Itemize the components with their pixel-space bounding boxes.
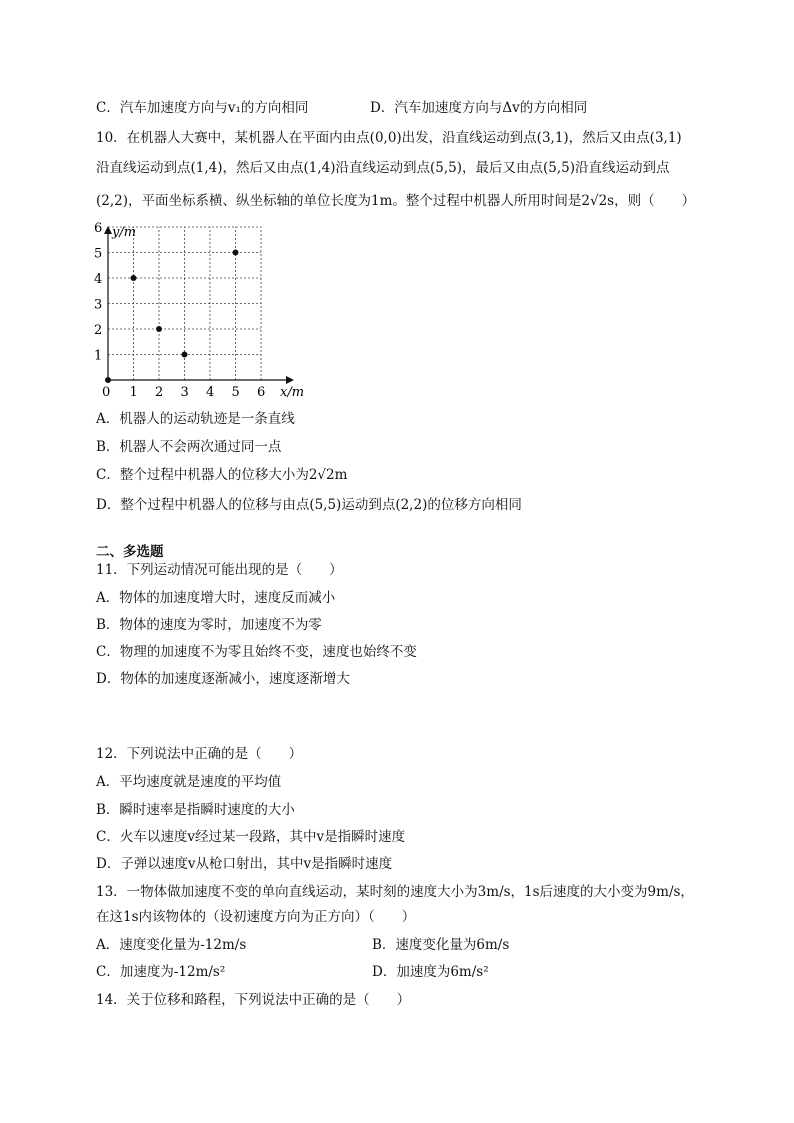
q10-option-b: B．机器人不会两次通过同一点 (96, 439, 282, 455)
q11-stem: 11．下列运动情况可能出现的是（ ） (96, 562, 343, 578)
y-tick-label: 5 (94, 246, 103, 262)
q13-option-c: C．加速度为-12m/s² (96, 964, 226, 980)
q12-option-b: B．瞬时速率是指瞬时速度的大小 (96, 802, 295, 818)
y-axis-label: y/m (112, 225, 137, 240)
q13-option-b: B．速度变化量为6m/s (372, 937, 510, 953)
x-tick-label: 5 (231, 385, 240, 400)
origin-label: 0 (102, 385, 111, 400)
graph-point (156, 326, 162, 332)
graph-point (233, 250, 239, 256)
coordinate-graph (88, 222, 318, 402)
y-tick-label: 6 (94, 222, 103, 236)
q11-option-c: C．物理的加速度不为零且始终不变，速度也始终不变 (96, 644, 417, 660)
q10-option-a: A．机器人的运动轨迹是一条直线 (96, 411, 295, 427)
q10-option-c: C．整个过程中机器人的位移大小为2√2m (96, 467, 348, 483)
q9-option-d: D．汽车加速度方向与Δv的方向相同 (370, 100, 588, 116)
x-tick-label: 1 (129, 385, 138, 400)
x-tick-label: 3 (180, 385, 189, 400)
q13-option-d: D．加速度为6m/s² (372, 964, 489, 980)
q12-option-a: A．平均速度就是速度的平均值 (96, 774, 282, 790)
graph-point (182, 352, 188, 358)
q10-stem-line3: (2,2)，平面坐标系横、纵坐标轴的单位长度为1m。整个过程中机器人所用时间是2√2s，则（ ） (96, 193, 696, 209)
q13-stem-line2: 在这1s内该物体的（设初速度方向为正方向）（ ） (96, 909, 416, 925)
q12-option-d: D．子弹以速度v从枪口射出，其中v是指瞬时速度 (96, 856, 393, 872)
graph-point (131, 275, 137, 281)
y-tick-label: 3 (94, 297, 103, 313)
x-axis-label: x/m (280, 385, 305, 400)
x-axis-arrow (286, 376, 294, 384)
q11-option-b: B．物体的速度为零时，加速度不为零 (96, 617, 322, 633)
y-axis-arrow (104, 226, 112, 234)
q14-stem: 14．关于位移和路程，下列说法中正确的是（ ） (96, 992, 411, 1008)
x-tick-label: 2 (155, 385, 164, 400)
graph-point (105, 377, 111, 383)
q11-option-d: D．物体的加速度逐渐减小，速度逐渐增大 (96, 671, 350, 687)
q10-option-d: D．整个过程中机器人的位移与由点(5,5)运动到点(2,2)的位移方向相同 (96, 497, 522, 513)
q13-option-a: A．速度变化量为-12m/s (96, 937, 247, 953)
graph-axes (104, 226, 294, 384)
y-tick-label: 4 (94, 272, 103, 287)
q10-stem-line2: 沿直线运动到点(1,4)，然后又由点(1,4)沿直线运动到点(5,5)，最后又由点(5,5)沿直线运动到点 (96, 160, 670, 176)
y-tick-label: 1 (94, 348, 103, 364)
y-tick-label: 2 (94, 323, 103, 338)
q13-stem-line1: 13．一物体做加速度不变的单向直线运动，某时刻的速度大小为3m/s，1s后速度的大小变为9m/s， (96, 884, 694, 900)
q12-option-c: C．火车以速度v经过某一段路，其中v是指瞬时速度 (96, 829, 406, 845)
q9-option-c: C．汽车加速度方向与v₁的方向相同 (96, 100, 309, 116)
x-tick-label: 6 (257, 385, 266, 400)
x-tick-label: 4 (206, 385, 215, 400)
q11-option-a: A．物体的加速度增大时，速度反而减小 (96, 590, 336, 606)
q10-stem-line1: 10．在机器人大赛中，某机器人在平面内由点(0,0)出发，沿直线运动到点(3,1)，然后又由点(3,1) (96, 130, 682, 146)
section-title-multiple-choice: 二、多选题 (96, 544, 164, 560)
q12-stem: 12．下列说法中正确的是（ ） (96, 746, 303, 762)
